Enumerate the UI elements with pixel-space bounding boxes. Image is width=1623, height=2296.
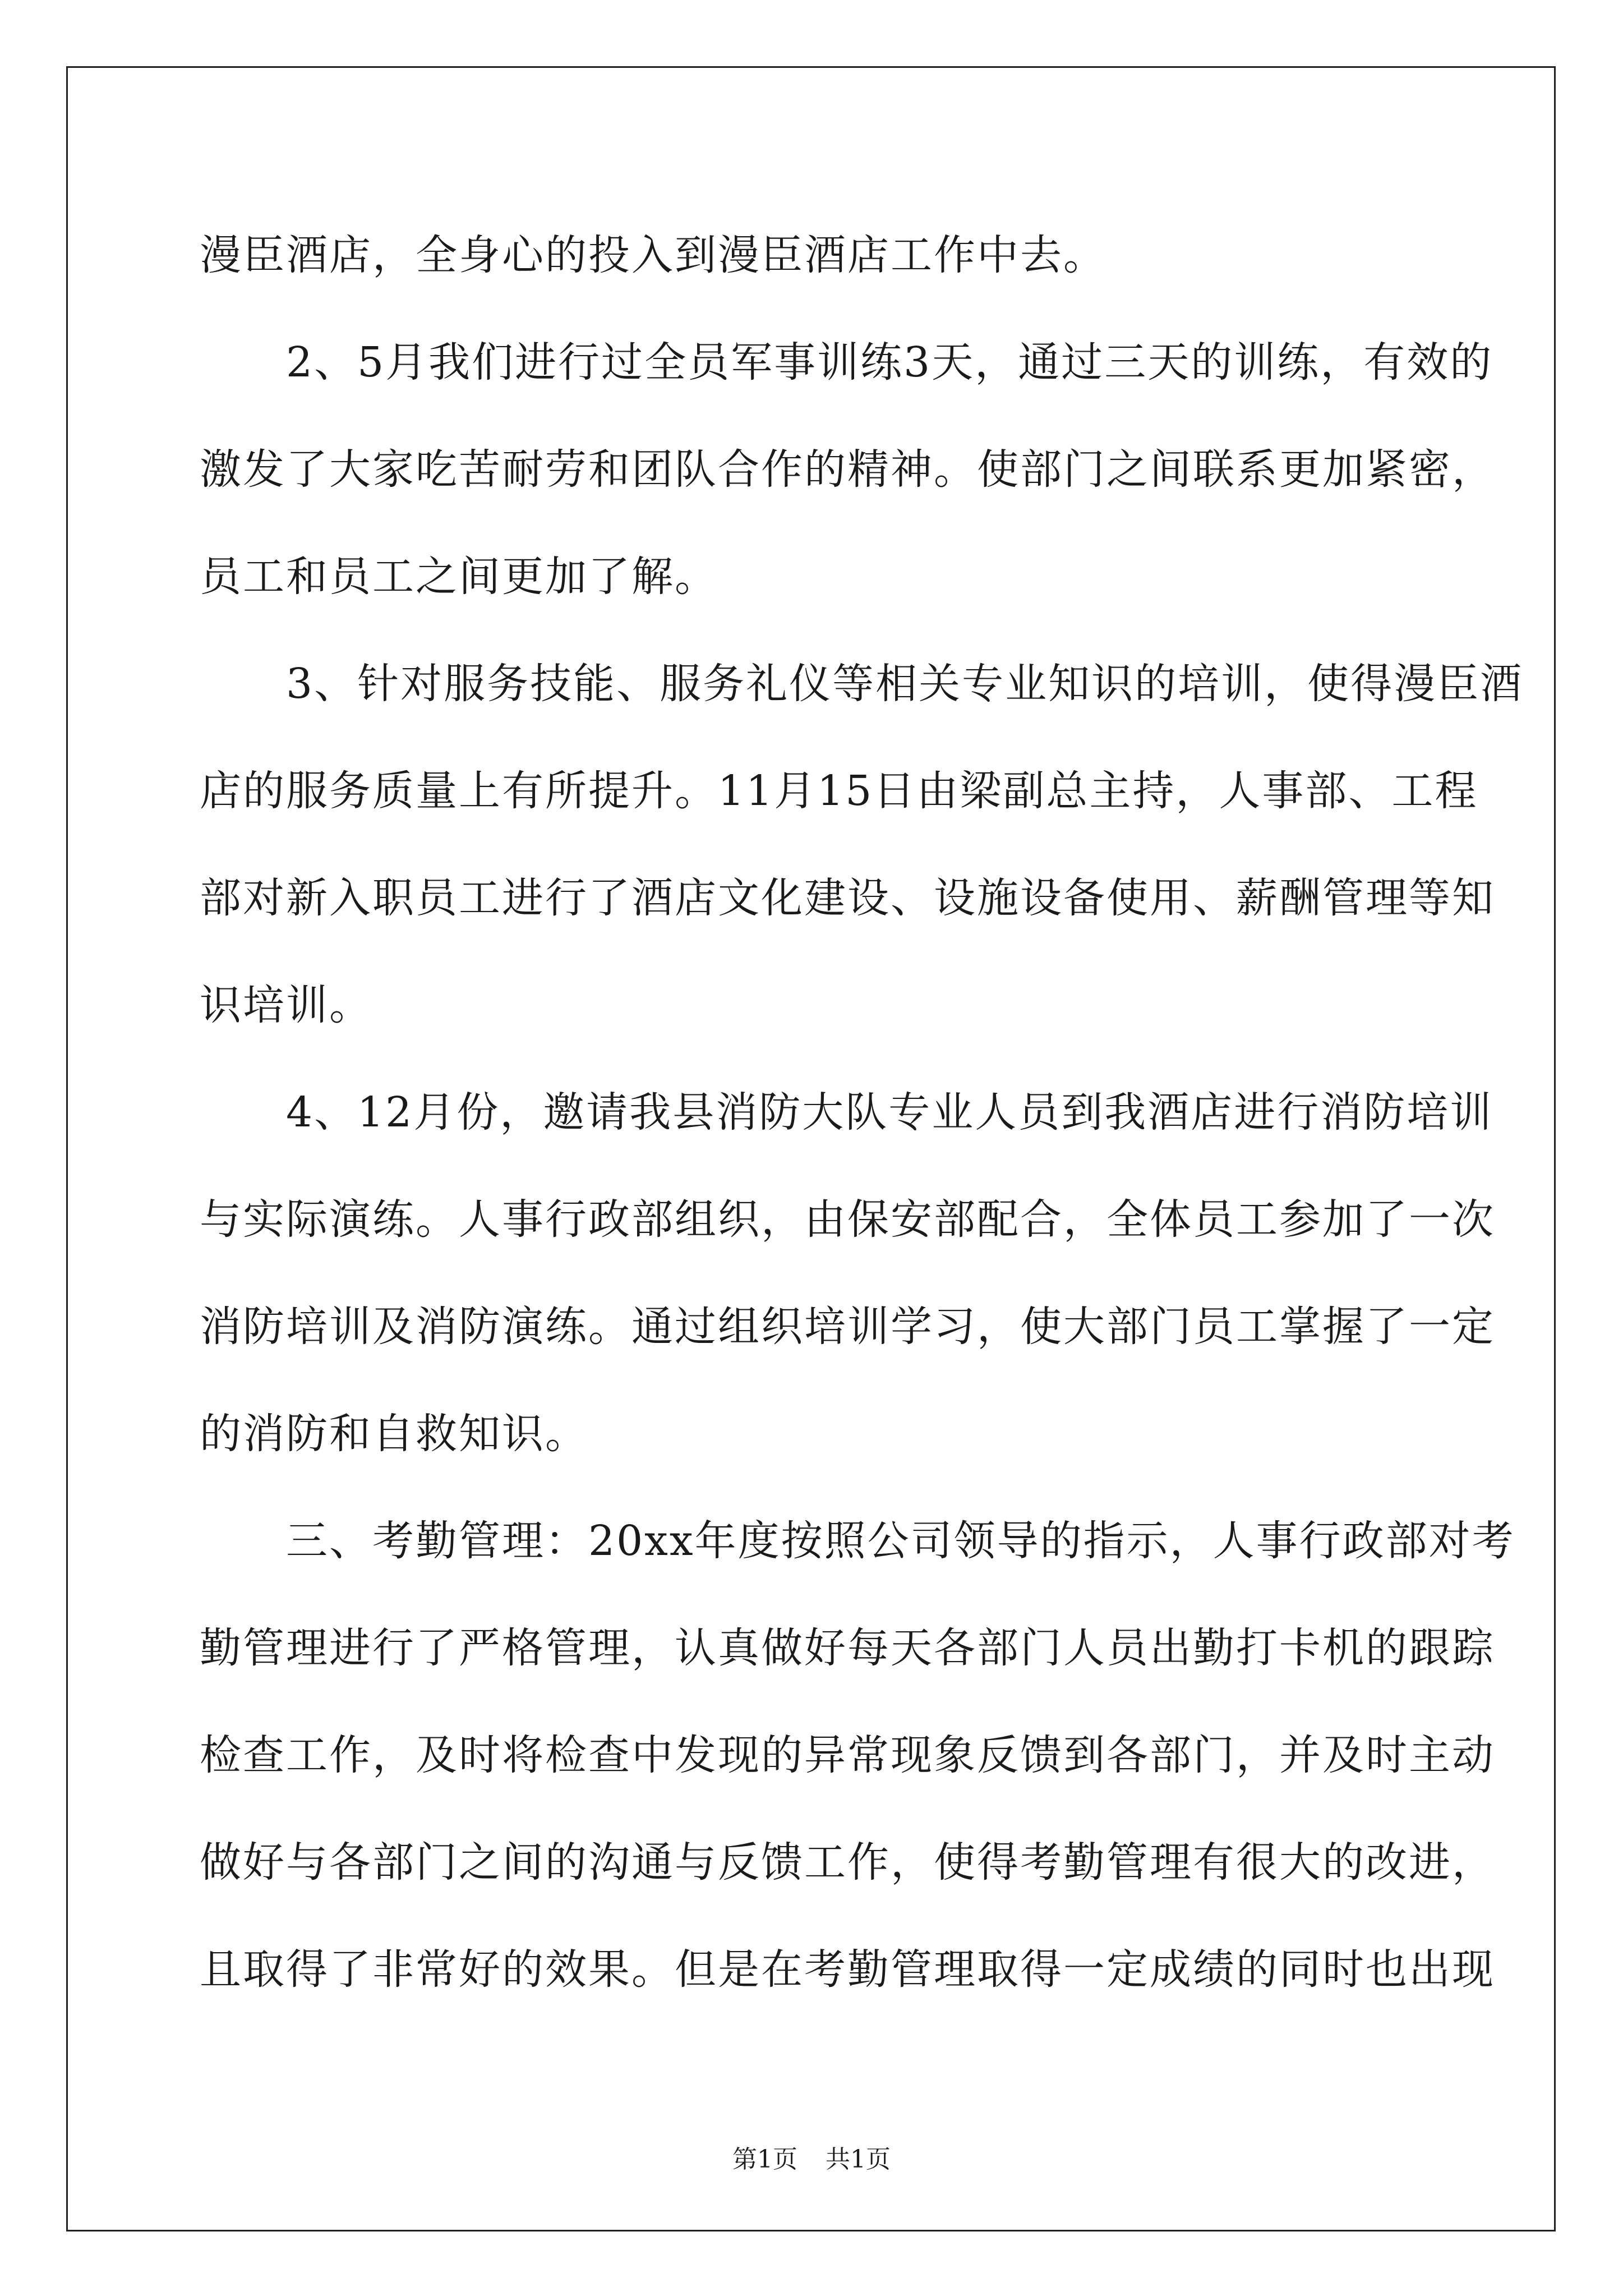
document-body [200,202,1524,2023]
page-total: 共1页 [826,2145,891,2174]
text-line: 3、针对服务技能、服务礼仪等相关专业知识的培训，使得漫臣酒 [200,660,1524,708]
text-line: 店的服务质量上有所提升。11月15日由梁副总主持，人事部、工程 [200,767,1478,815]
text-line: 员工和员工之间更加了解。 [200,553,718,601]
text-line: 消防培训及消防演练。通过组织培训学习，使大部门员工掌握了一定 [200,1303,1495,1351]
text-line: 激发了大家吃苦耐劳和团队合作的精神。使部门之间联系更加紧密， [200,445,1495,494]
page-footer [0,2143,1623,2177]
text-line: 4、12月份，邀请我县消防大队专业人员到我酒店进行消防培训 [200,1088,1493,1137]
text-line: 部对新入职员工进行了酒店文化建设、设施设备使用、薪酬管理等知 [200,874,1495,922]
page-number: 第1页 [732,2145,797,2174]
text-line: 勤管理进行了严格管理，认真做好每天各部门人员出勤打卡机的跟踪 [200,1624,1495,1672]
text-line: 2、5月我们进行过全员军事训练3天，通过三天的训练，有效的 [200,338,1493,386]
text-line: 识培训。 [200,981,372,1029]
text-line: 做好与各部门之间的沟通与反馈工作，使得考勤管理有很大的改进， [200,1838,1495,1887]
text-line: 漫臣酒店，全身心的投入到漫臣酒店工作中去。 [200,231,1106,279]
text-line: 且取得了非常好的效果。但是在考勤管理取得一定成绩的同时也出现 [200,1945,1495,1994]
text-line: 的消防和自救知识。 [200,1410,588,1458]
text-line: 与实际演练。人事行政部组织，由保安部配合，全体员工参加了一次 [200,1195,1495,1244]
text-line: 三、考勤管理：20xx年度按照公司领导的指示，人事行政部对考 [200,1517,1515,1565]
text-line: 检查工作，及时将检查中发现的异常现象反馈到各部门，并及时主动 [200,1731,1495,1779]
